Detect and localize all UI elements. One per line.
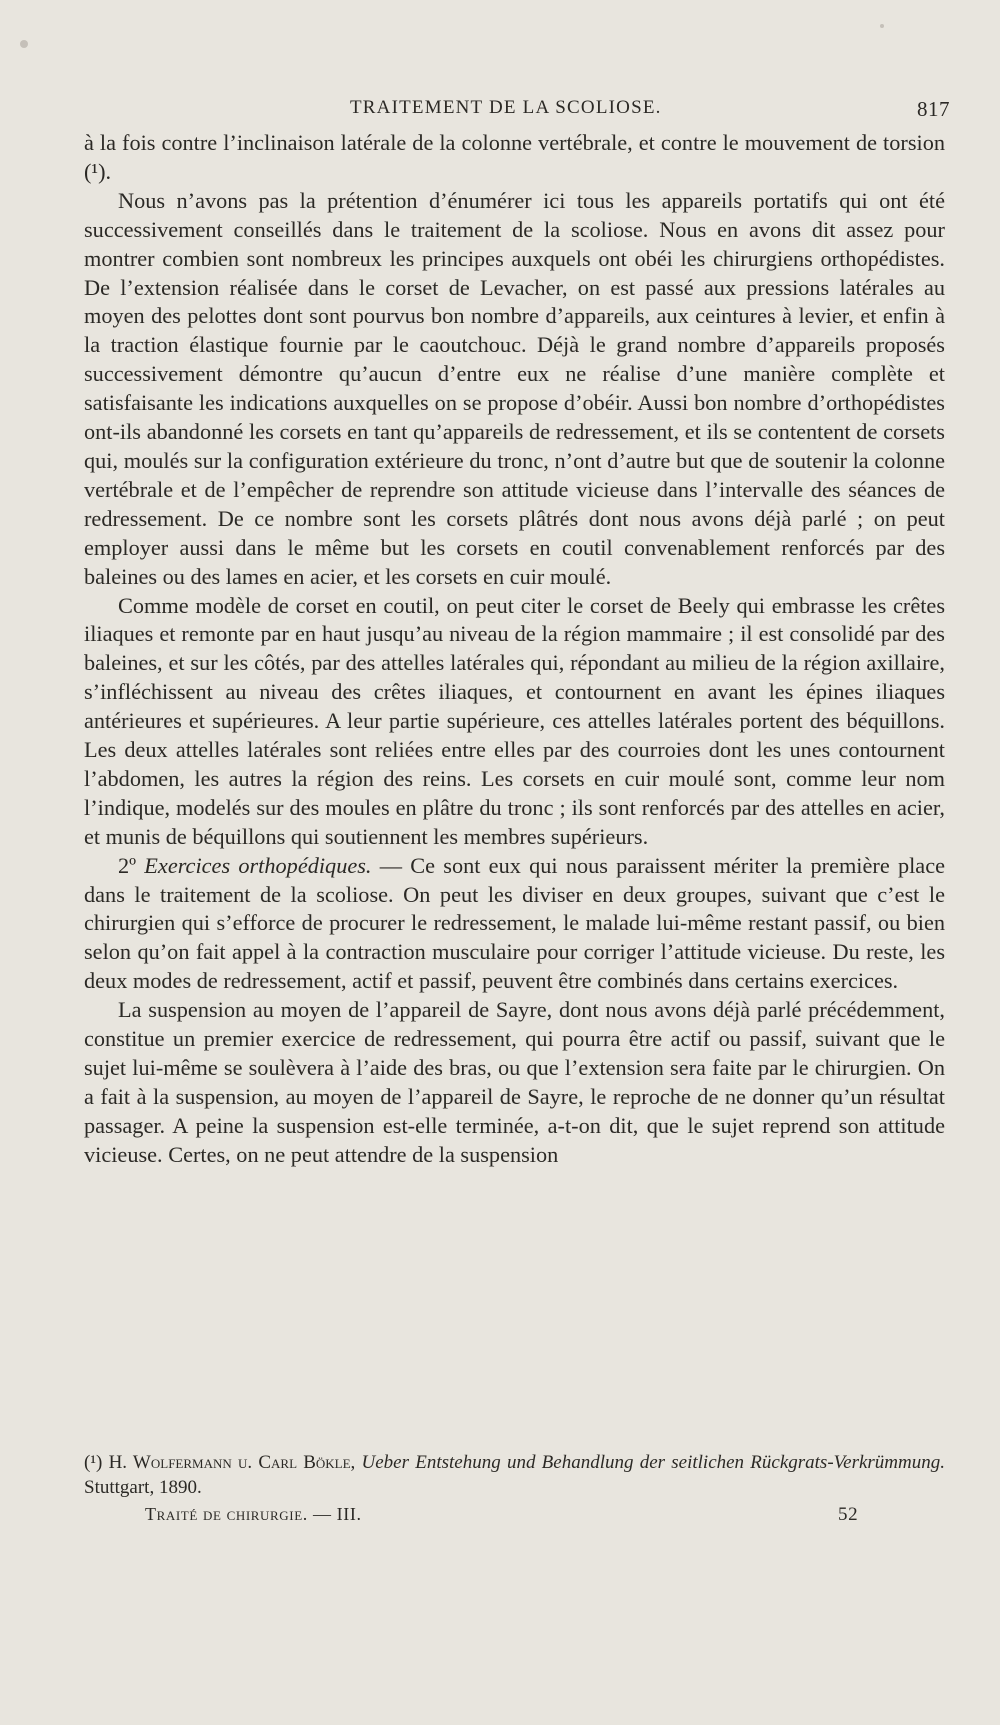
paragraph: Nous n’avons pas la prétention d’énumérer ici tous les appareils portatifs qui ont été successivement conseillés dans le traitement de la scoliose. Nous en avons dit assez pour montrer combien sont nombreux les principes auxquels ont obéi les chirurgiens orthopédistes. De l’extension réalisée dans le corset de Levacher, on est passé aux pressions latérales au moyen des pelottes dont sont pourvus bon nombre d’appareils, aux ceintures à levier, et enfin à la traction élastique fournie par le caoutchouc. Déjà le grand nombre d’appareils proposés successivement démontre qu’aucun d’entre eux ne réalise d’une manière complète et satisfaisante les indications auxquelles on se propose d’obéir. Aussi bon nombre d’orthopédistes ont-ils abandonné les corsets en tant qu’appareils de redressement, et ils se contentent de corsets qui, moulés sur la configuration extérieure du tronc, n’ont d’autre but que de soutenir la colonne vertébrale et de l’empêcher de reprendre son attitude vicieuse dans l’intervalle des séances de redressement. De ce nombre sont les corsets plâtrés dont nous avons déjà parlé ; on peut employer aussi dans le même but les corsets en coutil convenablement renforcés par des baleines ou des lames en acier, et les corsets en cuir moulé.	[84, 187, 945, 589]
running-head	[0, 97, 1000, 123]
paragraph	[84, 852, 945, 997]
footnote-title: Ueber Entstehung und Behandlung der seitlichen Rückgrats-Verkrümmung.	[361, 1452, 945, 1473]
footnote	[84, 1450, 945, 1500]
page-number: 817	[917, 97, 950, 121]
paper-spot	[20, 40, 28, 48]
footnote-imprint: Stuttgart, 1890.	[84, 1477, 202, 1498]
paper-spot	[880, 24, 884, 28]
paragraph: La suspension au moyen de l’appareil de Sayre, dont nous avons déjà parlé précédemment, constitue un premier exercice de redressement, qui pourra être actif ou passif, suivant que le sujet lui-même se soulèvera à l’aide des bras, ou que l’extension sera faite par le chirurgien. On a fait à la suspension, au moyen de l’appareil de Sayre, le reproche de ne donner qu’un résultat passager. A peine la suspension est-elle terminée, a-t-on dit, que le sujet reprend son attitude vicieuse. Certes, on ne peut attendre de la suspension	[84, 997, 945, 1167]
body-text	[84, 129, 945, 1170]
paragraph: à la fois contre l’inclinaison latérale de la colonne vertébrale, et contre le mouvement de torsion (¹).	[84, 130, 945, 184]
section-number: 2º	[118, 852, 145, 878]
running-title: TRAITEMENT DE LA SCOLIOSE.	[350, 97, 662, 118]
section-heading: Exercices orthopédiques.	[144, 852, 372, 878]
paragraph: Comme modèle de corset en coutil, on peut citer le corset de Beely qui embrasse les crêtes iliaques et remonte par en haut jusqu’au niveau de la région mammaire ; il est consolidé par des baleines, et sur les côtés, par des attelles latérales qui, répondant au milieu de la région axillaire, s’infléchissent au niveau des crêtes iliaques, et contournent en avant les épines iliaques antérieures et supérieures. A leur partie supérieure, ces attelles latérales portent des béquillons. Les deux attelles latérales sont reliées entre elles par des courroies dont les unes contournent l’abdomen, les autres la région des reins. Les corsets en cuir moulé sont, comme leur nom l’indique, modelés sur des moules en plâtre du tronc ; ils sont renforcés par des attelles en acier, et munis de béquillons qui soutiennent les membres supérieurs.	[84, 592, 945, 849]
footnote-marker: (¹)	[84, 1452, 109, 1473]
signature-number: 52	[838, 1504, 859, 1525]
signature-title: Traité de chirurgie. — III.	[145, 1504, 362, 1524]
paragraph-text: — Ce sont eux qui nous paraissent mériter la première place dans le traitement de la scoliose. On peut les diviser en deux groupes, suivant que c’est le chirurgien qui s’efforce de procurer le redressement, le malade lui-même restant passif, ou bien selon qu’on fait appel à la contraction musculaire pour corriger l’attitude vicieuse. Du reste, les deux modes de redressement, actif et passif, peuvent être combinés dans certains exercices.	[84, 852, 945, 994]
signature-line	[0, 1504, 1000, 1530]
footnote-authors: H. Wolfermann u. Carl Bökle,	[108, 1452, 362, 1473]
